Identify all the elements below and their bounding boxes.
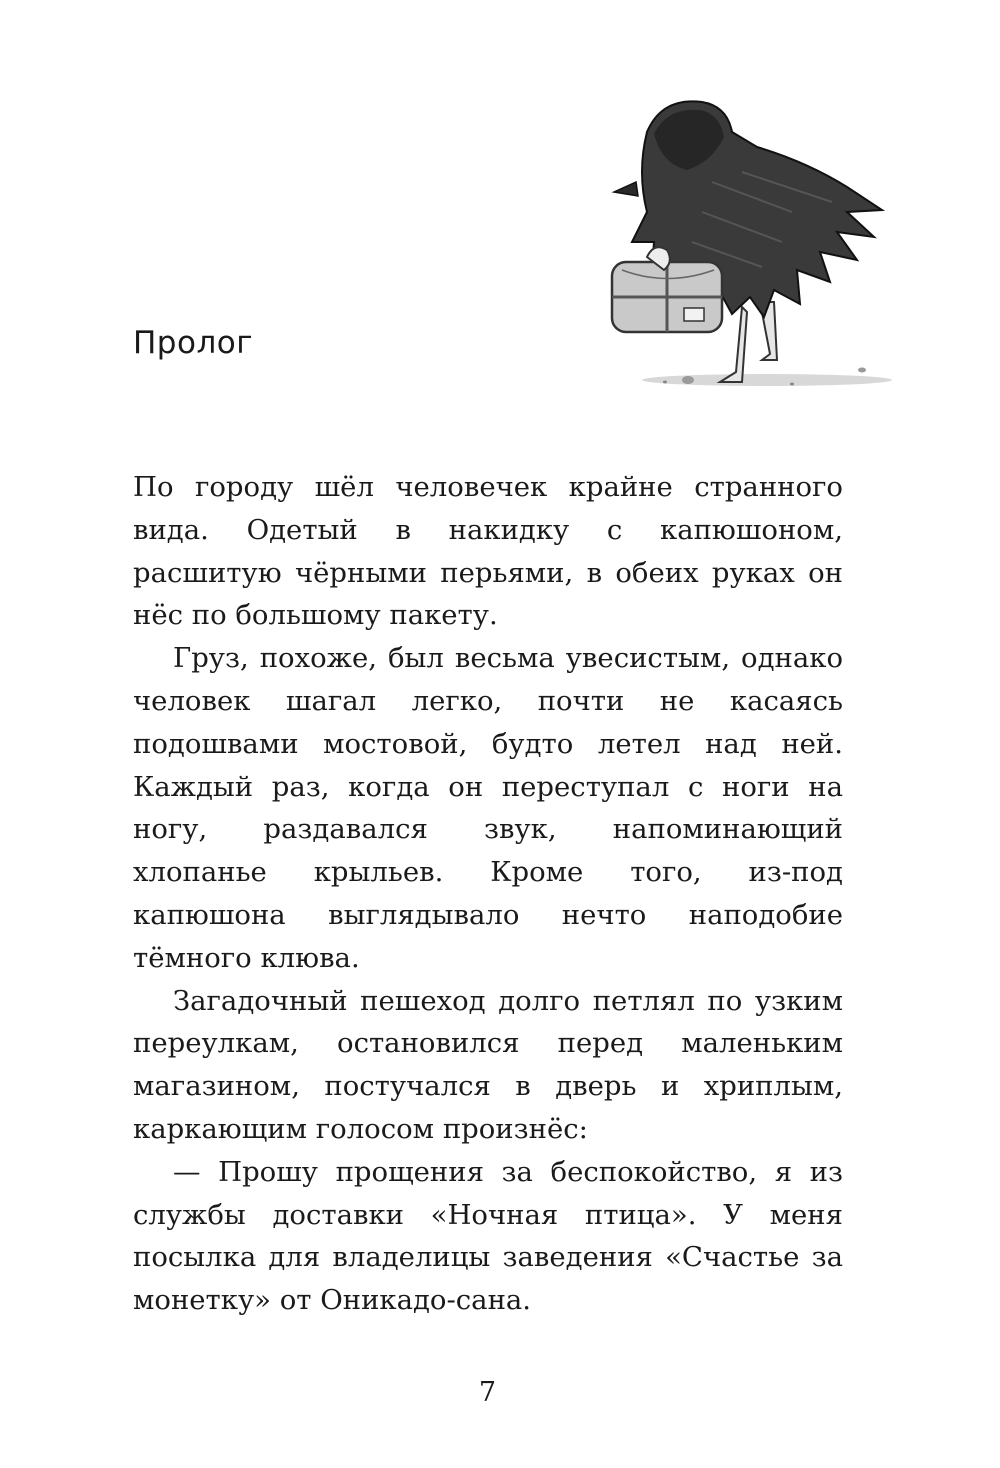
paragraph-1: По городу шёл человечек крайне странного вида. Одетый в накидку с капюшоном, расшитую чёрными перьями, в обеих руках он нёс по большому пакету.	[133, 471, 843, 632]
paragraph-3: Загадочный пешеход долго петлял по узким переулкам, остановился перед маленьким магазином, постучался в дверь и хриплым, каркающим голосом произнёс:	[133, 984, 843, 1145]
chapter-body	[133, 466, 843, 1322]
package-icon	[612, 262, 722, 332]
crow-courier-illustration	[592, 92, 902, 402]
paragraph-4: — Прошу прощения за беспокойство, я из службы доставки «Ночная птица». У меня посылка для владелицы заведения «Счастье за монетку» от Оникадо-сана.	[133, 1155, 843, 1317]
chapter-title: Пролог	[133, 325, 254, 361]
paragraph-2: Груз, похоже, был весьма увесистым, однако человек шагал легко, почти не касаясь подошвами мостовой, будто летел над ней. Каждый раз, когда он переступал с ноги на ногу, раздавался звук, напоминающий хлопанье крыльев. Кроме того, из-под капюшона выглядывало нечто наподобие тёмного клюва.	[133, 642, 843, 974]
page-number: 7	[478, 1377, 497, 1408]
